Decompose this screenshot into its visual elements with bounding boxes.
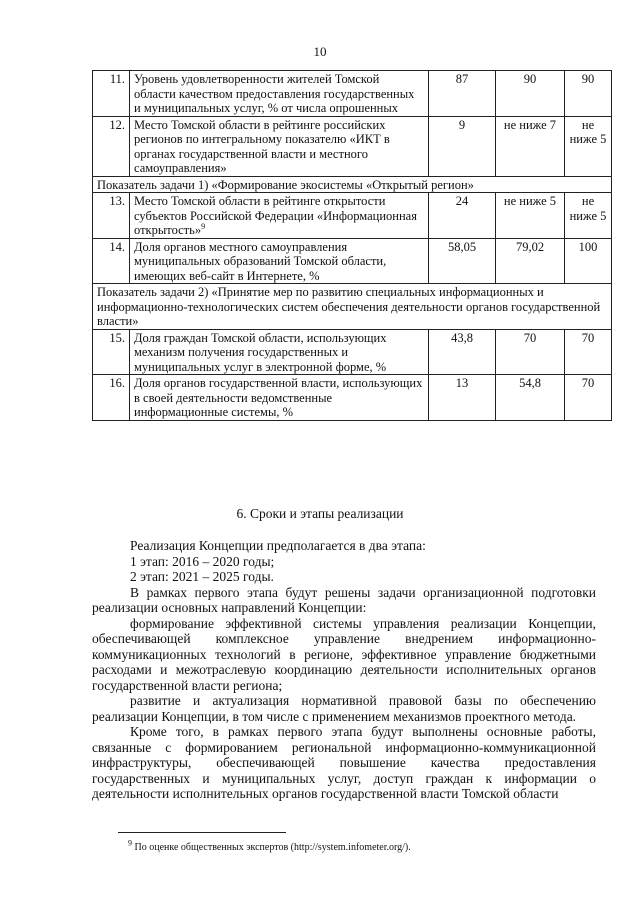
value-col-3: 70 bbox=[565, 329, 612, 375]
value-col-2: 70 bbox=[496, 329, 565, 375]
indicator-name: Доля органов местного самоуправления муниципальных образований Томской области, имеющих веб-сайт в Интернете, % bbox=[130, 238, 429, 284]
value-col-3: 100 bbox=[565, 238, 612, 284]
table-row bbox=[93, 71, 612, 117]
paragraph: Реализация Концепции предполагается в два этапа: bbox=[130, 538, 426, 553]
table-row bbox=[93, 329, 612, 375]
footnote-text: По оценке общественных экспертов (http://system.infometer.org/). bbox=[132, 842, 411, 853]
value-col-3: 90 bbox=[565, 71, 612, 117]
footnote-divider bbox=[118, 832, 286, 833]
indicator-name: Доля граждан Томской области, использующих механизм получения государственных и муниципальных услуг в электронной форме, % bbox=[130, 329, 429, 375]
table-row bbox=[93, 193, 612, 239]
task-header: Показатель задачи 1) «Формирование экосистемы «Открытый регион» bbox=[93, 176, 612, 193]
value-col-1: 43,8 bbox=[429, 329, 496, 375]
section-title: 6. Сроки и этапы реализации bbox=[236, 506, 404, 521]
task-header-row bbox=[93, 284, 612, 330]
table-row bbox=[93, 238, 612, 284]
row-number: 16. bbox=[93, 375, 130, 421]
value-col-1: 13 bbox=[429, 375, 496, 421]
row-number: 11. bbox=[93, 71, 130, 117]
value-col-3: 70 bbox=[565, 375, 612, 421]
indicator-name: Доля органов государственной власти, использующих в своей деятельности ведомственные информационные системы, % bbox=[130, 375, 429, 421]
task-header-row bbox=[93, 176, 612, 193]
value-col-3: не ниже 5 bbox=[565, 193, 612, 239]
paragraph: формирование эффективной системы управления реализации Концепции, обеспечивающей комплексное управление внедрением информационно-коммуникационных технологий в регионе, эффективное управление бюджетными расходами и межотраслевую координацию деятельности исполнительных органов государственной власти региона; bbox=[92, 615, 596, 693]
task-header: Показатель задачи 2) «Принятие мер по развитию специальных информационных и информационно-технологических систем обеспечения деятельности органов государственной власти» bbox=[93, 284, 612, 330]
footnote bbox=[128, 838, 411, 853]
value-col-2: не ниже 5 bbox=[496, 193, 565, 239]
body-text bbox=[92, 538, 596, 802]
paragraph: Кроме того, в рамках первого этапа будут выполнены основные работы, связанные с формированием региональной информационно-коммуникационной инфраструктуры, обеспечивающей повышение качества предоставления государственных и муниципальных услуг, доступ граждан к информации о деятельности исполнительных органов государственной власти Томской области bbox=[92, 724, 596, 801]
paragraph: 1 этап: 2016 – 2020 годы; bbox=[130, 553, 275, 569]
row-number: 13. bbox=[93, 193, 130, 239]
row-number: 15. bbox=[93, 329, 130, 375]
value-col-2: 90 bbox=[496, 71, 565, 117]
value-col-2: не ниже 7 bbox=[496, 116, 565, 176]
value-col-1: 9 bbox=[429, 116, 496, 176]
paragraph: развитие и актуализация нормативной правовой базы по обеспечению реализации Концепции, в том числе с применением механизмов проектного метода. bbox=[92, 693, 596, 724]
indicator-name-cell bbox=[130, 193, 429, 239]
value-col-3: не ниже 5 bbox=[565, 116, 612, 176]
value-col-1: 87 bbox=[429, 71, 496, 117]
paragraph: 2 этап: 2021 – 2025 годы. bbox=[130, 569, 274, 584]
value-col-1: 24 bbox=[429, 193, 496, 239]
footnote-mark: 9 bbox=[128, 838, 132, 848]
footnote-ref: 9 bbox=[201, 221, 206, 231]
paragraph: В рамках первого этапа будут решены задачи организационной подготовки реализации основных направлений Концепции: bbox=[92, 584, 596, 615]
indicator-name: Уровень удовлетворенности жителей Томской области качеством предоставления государственных и муниципальных услуг, % от числа опрошенных bbox=[130, 71, 429, 117]
page-number: 10 bbox=[313, 44, 327, 59]
indicator-name: Место Томской области в рейтинге российских регионов по интегральному показателю «ИКТ в органах государственной власти и местного самоуправления» bbox=[130, 116, 429, 176]
indicator-name: Место Томской области в рейтинге открытости субъектов Российской Федерации «Информационная открытость» bbox=[134, 194, 417, 237]
row-number: 12. bbox=[93, 116, 130, 176]
value-col-2: 54,8 bbox=[496, 375, 565, 421]
row-number: 14. bbox=[93, 238, 130, 284]
value-col-2: 79,02 bbox=[496, 238, 565, 284]
value-col-1: 58,05 bbox=[429, 238, 496, 284]
indicators-table bbox=[92, 70, 612, 421]
table-row bbox=[93, 116, 612, 176]
table-row bbox=[93, 375, 612, 421]
